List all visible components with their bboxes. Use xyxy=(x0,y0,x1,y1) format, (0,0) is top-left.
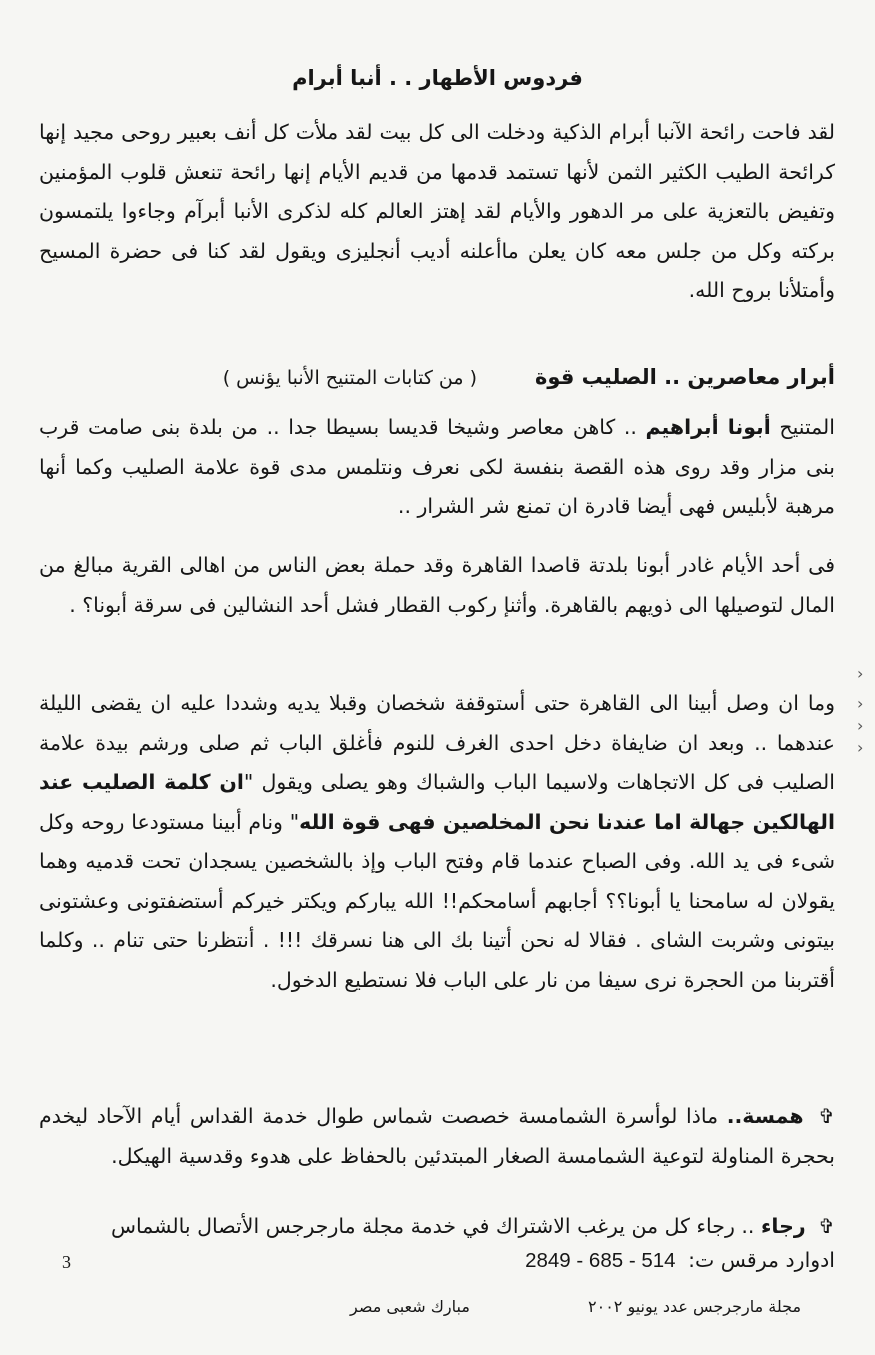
raja-label: رجاء xyxy=(760,1214,806,1238)
p3-end: " ونام أبينا مستودعا روحه وكل شىء فى يد الله. وفى الصباح عندما قام وفتح الباب وإذ بالشخصين يسجدان تحت قدميه وهما يقولان له سامحنا يا أبونا؟؟ أجابهم أسامحكم!! الله يباركم ويكتر خيركم أستضفتونى وعشتونى بيتونى وشربت الشاى . فقالا له نحن أتينا بك الى هنا نسرقك !!! . أنتظرنا حتى تنام .. وكلما أقتربنا من الحجرة نرى سيفا من نار على الباب فلا نستطيع الدخول. xyxy=(39,809,835,992)
p1-bold-name: أبونا أبراهيم xyxy=(645,415,771,439)
contact-line xyxy=(39,1248,835,1273)
p1-prefix: المتنيح xyxy=(779,415,835,439)
contact-phone: 2849 - 685 - 514 xyxy=(525,1249,676,1272)
p3-start: وما ان وصل أبينا الى القاهرة حتى أستوقفة شخصان وقبلا يديه وشددا عليه ان يقضى الليلة عندهما .. وبعد ان ضايفاة دخل احدى الغرف للنوم فأغلق الباب ثم صلى ورشم بيدة علامة الصليب فى كل الاتجاهات ولاسيما الباب والشباك وهو يصلى ويقول " xyxy=(39,691,835,794)
hamsa-text: ماذا لوأسرة الشمامسة خصصت شماس طوال خدمة القداس أيام الآحاد ليخدم بحجرة المناولة لتوعية الشمامسة الصغار المبتدئين بالحفاظ على هدوء وقدسية الهيكل. xyxy=(39,1104,835,1168)
p3-bold-quote: ان كلمة الصليب عند الهالكين جهالة اما عندنا نحن المخلصين فهى قوة الله xyxy=(39,770,835,834)
cross-icon: ✞ xyxy=(818,1214,835,1238)
margin-mark: › xyxy=(857,694,864,713)
footer-magazine: مجلة مارجرجس عدد يونيو ٢٠٠٢ xyxy=(588,1297,802,1316)
page-title: فردوس الأطهار . . أنبا أبرام xyxy=(292,66,583,90)
cross-icon: ✞ xyxy=(818,1104,835,1128)
story-paragraph-3 xyxy=(39,684,835,1000)
hamsa-label: همسة.. xyxy=(726,1104,804,1128)
contact-name: ادوارد مرقس ت: xyxy=(688,1248,835,1272)
section-heading-row xyxy=(39,365,835,389)
story-paragraph-1 xyxy=(39,408,835,527)
raja-text: .. رجاء كل من يرغب الاشتراك في خدمة مجلة مارجرجس الأتصال بالشماس xyxy=(111,1214,755,1238)
margin-mark: › xyxy=(857,716,864,735)
hamsa-paragraph xyxy=(39,1097,835,1176)
margin-mark: › xyxy=(857,738,864,757)
section-heading: أبرار معاصرين .. الصليب قوة xyxy=(535,365,835,389)
raja-paragraph xyxy=(39,1207,835,1247)
story-paragraph-2: فى أحد الأيام غادر أبونا بلدتة قاصدا القاهرة وقد حملة بعض الناس من اهالى القرية مبالغ من المال لتوصيلها الى ذويهم بالقاهرة. وأثنإ ركوب القطار فشل أحد النشالين فى سرقة أبونا؟ . xyxy=(39,553,835,617)
intro-paragraph: لقد فاحت رائحة الآنبا أبرام الذكية ودخلت الى كل بيت لقد ملأت كل أنف بعبير روحى مجيد إنها كرائحة الطيب الكثير الثمن لأنها تستمد قدمها من قديم الأيام إنها رائحة تنعش قلوب المؤمنين وتفيض بالتعزية على مر الدهور والأيام لقد إهتز العالم كله لذكرى الأنبا أبرآم وجاءوا يلتمسون بركته وكل من جلس معه كان يعلن ماأعلنه أديب أنجليزى ويقول لقد كنا فى حضرة المسيح وأمتلأنا بروح الله. xyxy=(39,120,835,302)
section-source: ( من كتابات المتنيح الأنبا يؤنس ) xyxy=(222,367,478,389)
margin-mark: › xyxy=(857,664,864,683)
page-number: 3 xyxy=(62,1252,71,1272)
p1-rest: .. كاهن معاصر وشيخا قديسا بسيطا جدا .. من بلدة بنى صامت قرب بنى مزار وقد روى هذه القصة بنفسة لكى نعرف ونتلمس مدى قوة علامة الصليب وكما أنها مرهبة لأبليس فهى أيضا قادرة ان تمنع شر الشرار .. xyxy=(39,415,835,518)
footer-people: مبارك شعبى مصر xyxy=(350,1297,470,1316)
